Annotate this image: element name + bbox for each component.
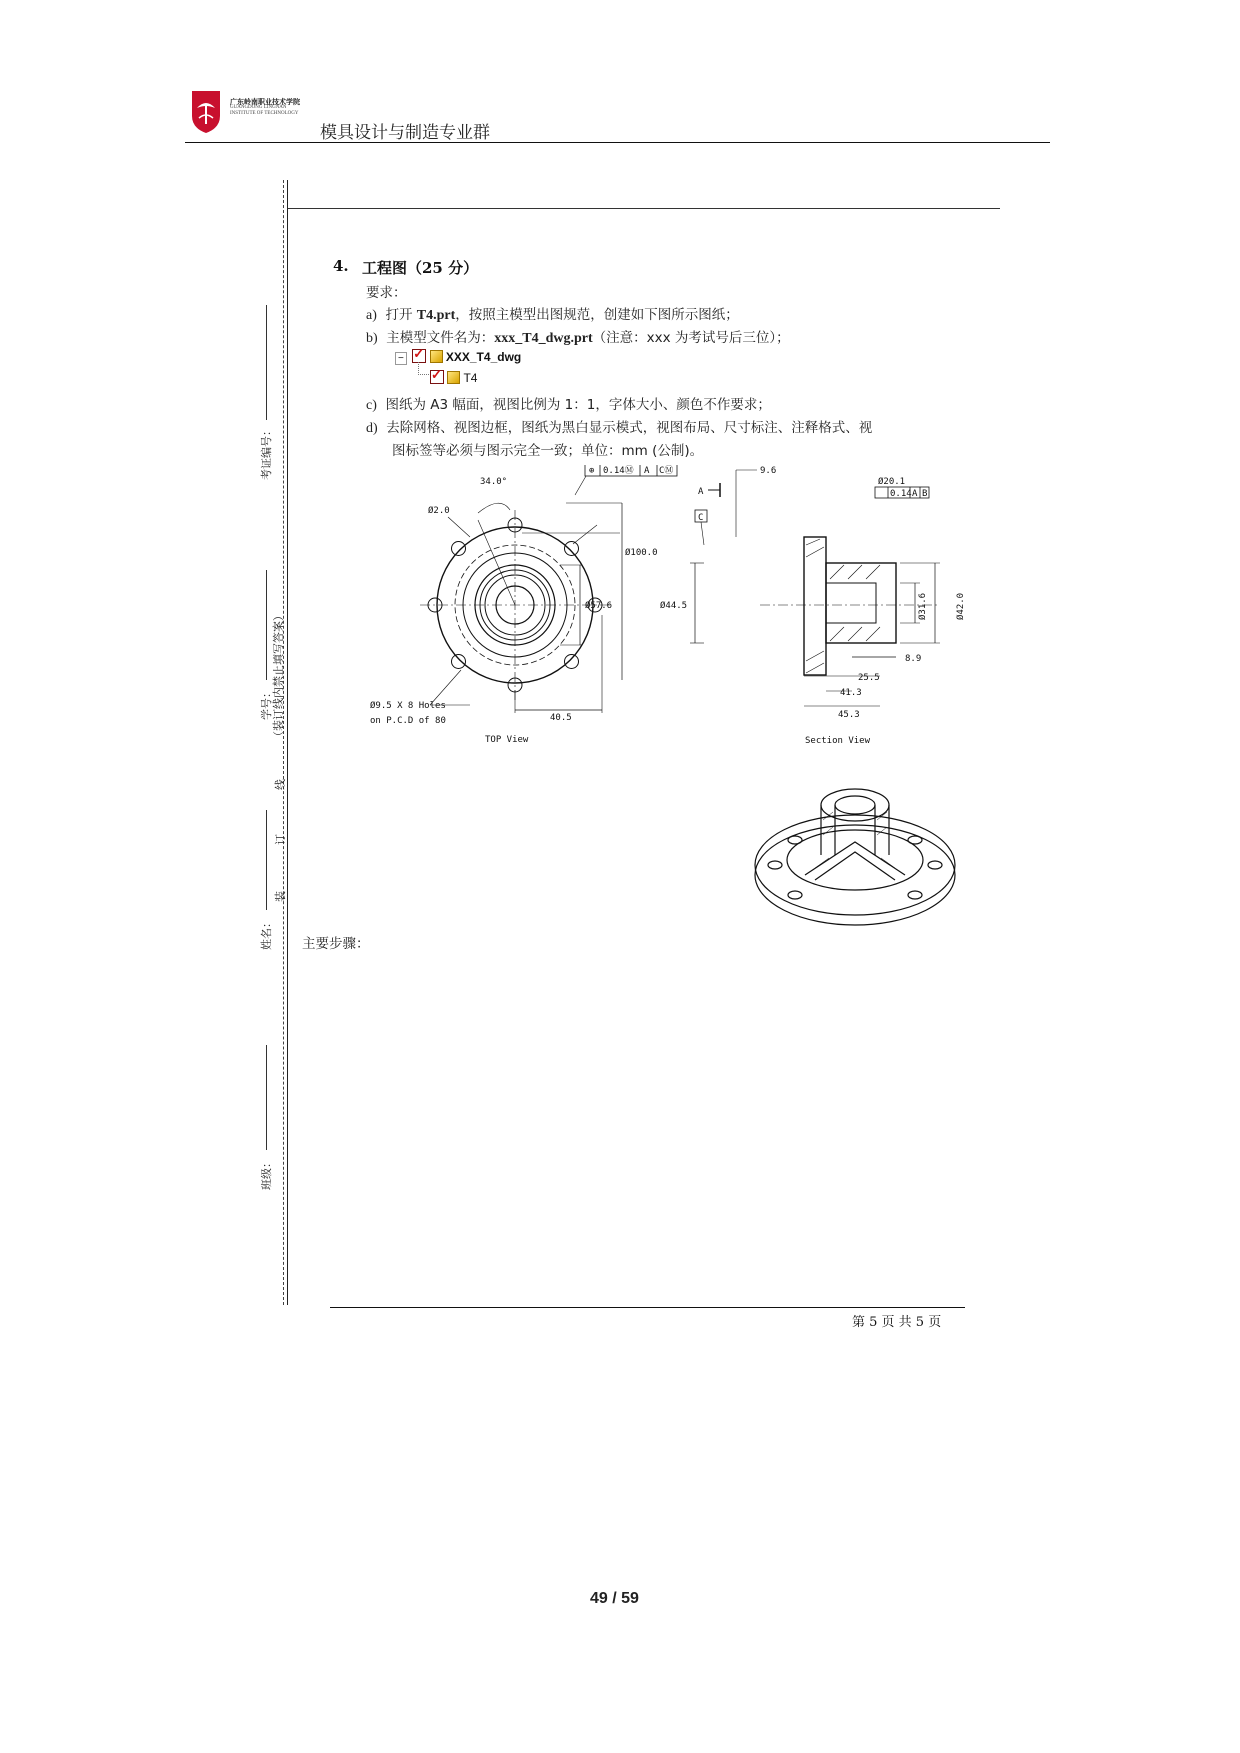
dim-small-dia: Ø2.0 (428, 506, 450, 516)
tree-expander-icon[interactable]: − (395, 352, 407, 365)
requirement-a (366, 303, 739, 324)
gdt-datum-a: A (644, 466, 650, 476)
tree-connector (418, 362, 429, 375)
dim-angle: 34.0° (480, 477, 508, 487)
flatness-b: B (922, 489, 928, 499)
footer-rule (330, 1307, 965, 1308)
side-label-binding-3: 装 (274, 891, 287, 902)
dim-dia-42: Ø42.0 (956, 592, 966, 620)
school-name-en (230, 105, 310, 117)
requirement-b-file: xxx_T4_dwg.prt (494, 331, 593, 346)
school-name-en-line2: INSTITUTE OF TECHNOLOGY (230, 111, 299, 116)
side-label-binding-2: 订 (274, 834, 287, 845)
requirement-b-mark: b) (366, 331, 378, 346)
flatness-dia: Ø20.1 (878, 477, 906, 487)
requirement-a-mark: a) (366, 308, 377, 323)
dim-41-3: 41.3 (840, 688, 862, 698)
frame-top-rule (288, 208, 1000, 209)
dim-dia-100-side: Ø100.0 (625, 548, 658, 558)
engineering-drawing (360, 465, 1000, 755)
requirement-b (366, 326, 790, 347)
side-label-name: 姓名： (260, 917, 273, 950)
model-tree-child (430, 370, 477, 385)
dim-dia-31: Ø31.6 (918, 592, 928, 620)
question-title: 工程图（25 分） (362, 259, 479, 277)
requirement-d (366, 416, 872, 437)
side-label-binding-1: 线 (274, 779, 287, 790)
requirement-b-pre: 主模型文件名为： (386, 330, 495, 346)
student-no-line (266, 570, 267, 680)
exam-no-line (266, 305, 267, 420)
dim-dia-57: Ø57.6 (585, 601, 613, 611)
tree-root-label: XXX_T4_dwg (445, 350, 522, 364)
school-logo (191, 90, 221, 134)
header-rule (185, 142, 1050, 143)
name-line (266, 810, 267, 910)
dim-8-9: 8.9 (905, 654, 922, 664)
requirement-d-mark: d) (366, 421, 378, 436)
frame-left-rule (287, 180, 288, 1305)
side-label-note: （装订线内禁止填写答案） (272, 610, 285, 742)
side-label-exam-no: 考证编号： (260, 425, 273, 480)
binding-dashed-line (283, 180, 284, 1305)
requirement-c-text: 图纸为 A3 幅面，视图比例为 1：1，字体大小、颜色不作要求； (385, 397, 771, 413)
requirement-a-pre: 打开 (385, 307, 417, 323)
requirement-d-line2: 图标签等必须与图示完全一致；单位：mm (公制)。 (392, 443, 704, 459)
requirement-b-post: （注意：xxx 为考试号后三位）； (592, 330, 790, 346)
page-number: 49 / 59 (590, 1590, 639, 1607)
requirement-c (366, 393, 771, 414)
requirement-a-file: T4.prt (416, 308, 456, 323)
section-view-label: Section View (805, 736, 871, 746)
side-label-student-no: 学号： (260, 687, 273, 720)
top-view-labels (370, 465, 673, 745)
part-icon (447, 371, 460, 384)
section-view-labels (660, 466, 966, 746)
dim-40: 40.5 (550, 713, 572, 723)
dim-45-3: 45.3 (838, 710, 860, 720)
school-name-en-line1: GUANGDONG LINGNAN (230, 105, 287, 110)
flatness-tol: 0.14 (890, 489, 912, 499)
section-view (690, 470, 940, 706)
gdt-tolerance: 0.14Ⓜ (603, 466, 634, 476)
dim-9-6: 9.6 (760, 466, 777, 476)
isometric-view (745, 780, 965, 930)
question-number: 4. (333, 257, 349, 275)
requirement-d-text: 去除网格、视图边框，图纸为黑白显示模式，视图布局、尺寸标注、注释格式、视 (386, 420, 873, 436)
checkbox-icon[interactable] (412, 349, 426, 363)
gdt-symbol: ⊕ (589, 466, 595, 476)
checkbox-icon[interactable] (430, 370, 444, 384)
requirements-label: 要求： (366, 285, 407, 301)
dim-25-5: 25.5 (858, 673, 880, 683)
school-name-cn: 广东岭南职业技术学院 (230, 98, 300, 106)
dim-dia-44: Ø44.5 (660, 601, 688, 611)
header-title: 模具设计与制造专业群 (320, 123, 490, 143)
datum-c: C (698, 513, 704, 523)
steps-label: 主要步骤： (302, 936, 370, 952)
top-view-label: TOP View (485, 735, 529, 745)
class-line (266, 1045, 267, 1150)
note-holes-2: on P.C.D of 80 (370, 716, 446, 726)
footer-page-info: 第 5 页 共 5 页 (852, 1315, 942, 1330)
flatness-a: A (912, 489, 918, 499)
model-tree-root (395, 349, 521, 364)
requirement-a-post: ，按照主模型出图规范，创建如下图所示图纸； (455, 307, 739, 323)
assembly-icon (430, 350, 443, 363)
note-holes-1: Ø9.5 X 8 Holes (370, 701, 446, 711)
gdt-datum-c: CⓂ (659, 466, 674, 476)
requirement-c-mark: c) (366, 398, 377, 413)
side-label-class: 班级： (260, 1157, 273, 1190)
top-view (420, 465, 677, 713)
datum-a: A (698, 487, 704, 497)
tree-child-label: T4 (463, 371, 478, 385)
